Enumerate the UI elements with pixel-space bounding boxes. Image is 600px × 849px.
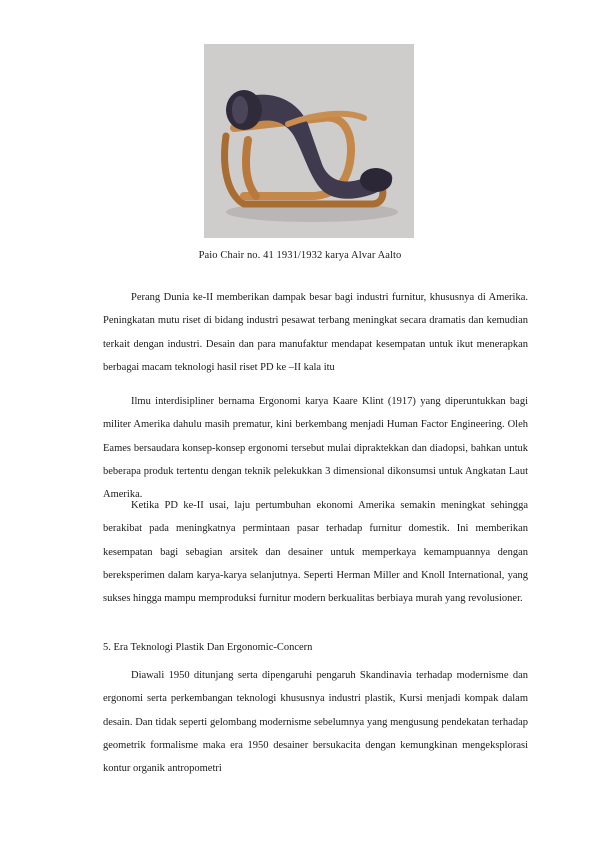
chair-illustration bbox=[204, 44, 414, 238]
chair-photo bbox=[204, 44, 414, 238]
paragraph-1: Perang Dunia ke-II memberikan dampak besar bagi industri furnitur, khususnya di Amerika. Peningkatan mutu riset di bidang industri pesawat terbang meningkat secara dramatis dan kemudian terkait dengan industri. Desain dan para manufaktur mendapat kesempatan untuk ikut menerapkan berbagai macam teknologi hasil riset PD ke –II kala itu bbox=[103, 292, 528, 373]
section-paragraph: Diawali 1950 ditunjang serta dipengaruhi pengaruh Skandinavia terhadap modernisme dan ergonomi serta perkembangan teknologi khususnya industri plastik, Kursi menjadi kompak dalam desain. Dan tidak seperti gelombang modernisme sebelumnya yang mengusung pendekatan terhadap geometrik formalisme maka era 1950 desainer bersukacita dengan kemungkinan mengeksplorasi kontur organik antropometri bbox=[103, 670, 528, 775]
figure-caption: Paio Chair no. 41 1931/1932 karya Alvar Aalto bbox=[198, 250, 402, 261]
paragraph-3: Ketika PD ke-II usai, laju pertumbuhan ekonomi Amerika semakin meningkat sehingga berakibat pada meningkatnya permintaan pasar terhadap furnitur domestik. Ini memberikan kesempatan bagi sebagian arsitek dan desainer untuk memperkaya kemampuannya dengan bereksperimen dalam karya-karya selanjutnya. Seperti Herman Miller and Knoll International, yang sukses hingga mampu memproduksi furnitur modern berkualitas berbiaya murah yang revolusioner. bbox=[103, 500, 528, 605]
section-heading: 5. Era Teknologi Plastik Dan Ergonomic-Concern bbox=[103, 642, 313, 653]
paragraph-2: Ilmu interdisipliner bernama Ergonomi karya Kaare Klint (1917) yang diperuntukkan bagi militer Amerika dahulu masih prematur, kini berkembang menjadi Human Factor Engineering. Oleh Eames bersaudara konsep-konsep ergonomi tersebut mulai dipraktekkan dan diadopsi, bahkan untuk beberapa produk tertentu dengan teknik pelekukkan 3 dimensional dikonsumsi untuk Angkatan Laut Amerika. bbox=[103, 396, 528, 501]
